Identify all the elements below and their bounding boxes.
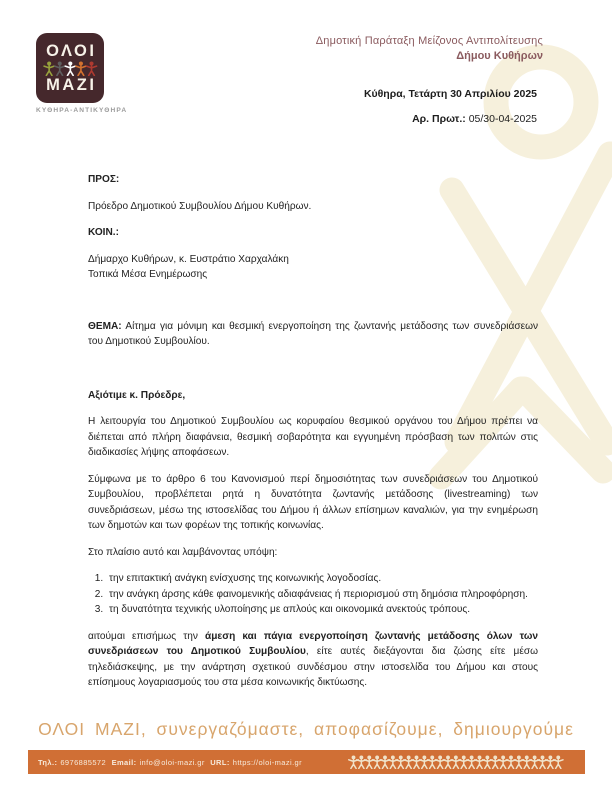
logo-square	[36, 33, 104, 103]
url-value: https://oloi-mazi.gr	[232, 757, 303, 767]
request-bold: άμεση και πάγια ενεργοποίηση ζωντανής μετάδοσης όλων των συνεδριάσεων του Δημοτικού Συμβουλίου	[88, 630, 539, 657]
org-name-line2: Δήμου Κυθήρων	[456, 50, 543, 62]
logo-word-bottom: ΜΑΖΙ	[46, 75, 97, 94]
request-paragraph	[88, 629, 538, 691]
date-line: Κύθηρα, Τετάρτη 30 Απριλίου 2025	[363, 88, 537, 100]
subject-line	[88, 319, 538, 350]
cc-value	[88, 252, 538, 283]
footer-figures-row-icon	[335, 755, 575, 769]
phone-value: 6976885572	[60, 757, 107, 767]
consideration-item: 3. τη δυνατότητα τεχνικής υλοποίησης με απλούς και οικονομικά ανεκτούς τρόπους.	[106, 602, 538, 618]
logo-caption: ΚΥΘΗΡΑ-ΑΝΤΙΚΥΘΗΡΑ	[36, 107, 128, 114]
cc-line-1: Δήμαρχο Κυθήρων, κ. Ευστράτιο Χαρχαλάκη	[88, 253, 289, 265]
email-value: info@oloi-mazi.gr	[139, 757, 205, 767]
cc-line-2: Τοπικά Μέσα Ενημέρωσης	[88, 269, 208, 280]
protocol-label: Αρ. Πρωτ.:	[412, 113, 466, 125]
paragraph-1: Η λειτουργία του Δημοτικού Συμβουλίου ως κορυφαίου θεσμικού οργάνου του Δήμου πρέπει να διέπεται από πλήρη διαφάνεια, θεσμική σοβαρότητα και εγγυημένη πρόσβαση των πολιτών στις διαδικασίες λήψης αποφάσεων.	[88, 416, 538, 458]
letterhead-right	[316, 35, 543, 125]
subject-text: Αίτημα για μόνιμη και θεσμική ενεργοποίηση της ζωντανής μετάδοσης των συνεδριάσεων του Δημοτικού Συμβουλίου.	[88, 320, 538, 347]
logo-figures-row-icon	[42, 61, 98, 76]
phone-label: Τηλ.:	[38, 757, 58, 767]
url-label: URL:	[210, 757, 230, 767]
email-label: Email:	[111, 757, 137, 767]
protocol-line	[316, 113, 543, 125]
consideration-item: 2. την ανάγκη άρσης κάθε φαινομενικής αδιαφάνειας ή περιορισμού στη δημόσια πληροφόρηση.	[106, 587, 538, 603]
logo-word-top: ΟΛΟΙ	[46, 41, 97, 60]
letter-body	[88, 172, 538, 702]
protocol-value: 05/30-04-2025	[468, 113, 537, 125]
org-name-line1: Δημοτική Παράταξη Μείζονος Αντιπολίτευσης	[315, 35, 543, 47]
footer-slogan: ΟΛΟΙ ΜΑΖΙ, συνεργαζόμαστε, αποφασίζουμε, δημιουργούμε	[38, 719, 574, 739]
org-logo	[36, 33, 127, 114]
consideration-item: 1. την επιτακτική ανάγκη ενίσχυσης της κοινωνικής λογοδοσίας.	[106, 571, 538, 587]
footer-contact-bar	[28, 750, 585, 774]
salutation: Αξιότιμε κ. Πρόεδρε,	[88, 389, 186, 401]
paragraph-2: Σύμφωνα με το άρθρο 6 του Κανονισμού περί δημοσιότητας των συνεδριάσεων του Δημοτικού Συμβουλίου, προβλέπεται ρητά η δυνατότητα ζωντανής μετάδοσης (livestreaming) των συνεδριάσεων, μέσω της ιστοσελίδας του Δήμου ή άλλων επίσημων καναλιών, για την ενημέρωση των δημοτών και των φορέων της τοπικής κοινωνίας.	[88, 473, 538, 531]
contact-text	[38, 758, 305, 767]
considering-intro: Στο πλαίσιο αυτό και λαμβάνοντας υπόψη:	[88, 546, 278, 558]
request-prefix: αιτούμαι επισήμως την	[88, 630, 206, 642]
to-label: ΠΡΟΣ:	[88, 174, 120, 185]
to-value: Πρόεδρο Δημοτικού Συμβουλίου Δήμου Κυθήρων.	[88, 200, 312, 212]
cc-label: ΚΟΙΝ.:	[88, 227, 119, 238]
subject-label: ΘΕΜΑ:	[88, 320, 122, 332]
request-suffix: , είτε αυτές διεξάγονται δια ζώσης είτε μέσω τηλεδιάσκεψης, με την ανάρτηση σχετικού συνδέσμου στην ιστοσελίδα του Δήμου και στους επίσημους λογαριασμούς του στα μέσα κοινωνικής δικτύωσης.	[88, 646, 538, 688]
considerations-list	[88, 571, 538, 618]
